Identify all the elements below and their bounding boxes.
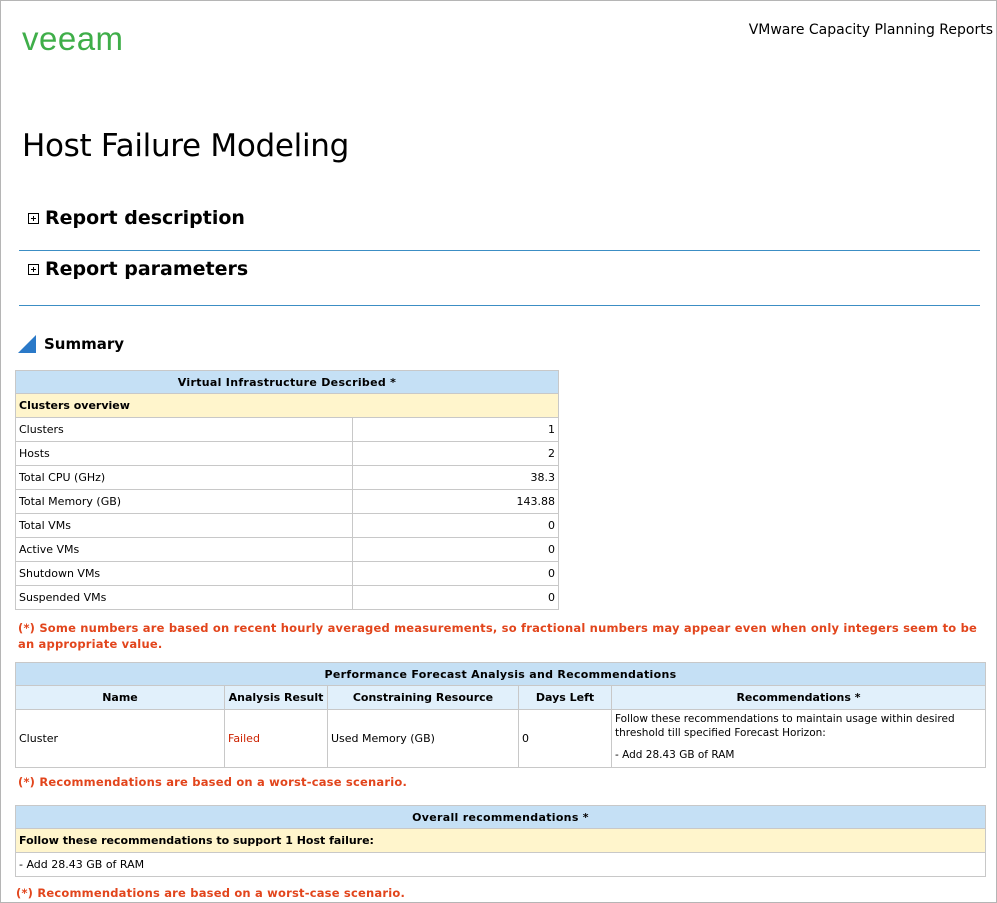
- table-subheader: Clusters overview: [16, 394, 559, 418]
- expand-icon: [28, 213, 39, 224]
- section-label: Report parameters: [45, 258, 249, 280]
- cell-resource: Used Memory (GB): [328, 710, 519, 768]
- row-label: Suspended VMs: [16, 586, 353, 610]
- column-header: Recommendations *: [612, 686, 986, 710]
- table-subheader: Follow these recommendations to support 1 Host failure:: [16, 829, 986, 853]
- row-value: 143.88: [353, 490, 559, 514]
- column-header: Days Left: [519, 686, 612, 710]
- row-label: Total Memory (GB): [16, 490, 353, 514]
- divider: [19, 250, 980, 251]
- veeam-logo: veeam: [22, 20, 124, 57]
- table-title: Performance Forecast Analysis and Recommendations: [16, 663, 986, 686]
- expand-icon: [28, 264, 39, 275]
- row-value: 38.3: [353, 466, 559, 490]
- table-row: [16, 418, 559, 442]
- row-value: 0: [353, 538, 559, 562]
- table-row: [16, 442, 559, 466]
- summary-heading: [18, 335, 124, 353]
- summary-label: Summary: [44, 335, 125, 353]
- footnote-worst-case-2: (*) Recommendations are based on a worst-case scenario.: [16, 886, 406, 900]
- table-row: [16, 586, 559, 610]
- column-header: Name: [16, 686, 225, 710]
- table-row: [16, 466, 559, 490]
- column-header: Constraining Resource: [328, 686, 519, 710]
- cell-result: Failed: [225, 710, 328, 768]
- recommendation-item: - Add 28.43 GB of RAM: [615, 749, 735, 761]
- cell-name: Cluster: [16, 710, 225, 768]
- row-label: Active VMs: [16, 538, 353, 562]
- report-description-toggle[interactable]: [28, 207, 245, 229]
- table-row: [16, 710, 986, 768]
- forecast-table: [15, 662, 986, 768]
- row-label: Total CPU (GHz): [16, 466, 353, 490]
- table-title: Overall recommendations *: [16, 806, 986, 829]
- cell-recommendations: [612, 710, 986, 768]
- divider: [19, 305, 980, 306]
- row-value: 0: [353, 514, 559, 538]
- page-title: Host Failure Modeling: [22, 128, 349, 164]
- row-label: Total VMs: [16, 514, 353, 538]
- table-row: [16, 853, 986, 877]
- row-label: Hosts: [16, 442, 353, 466]
- infrastructure-table: [15, 370, 559, 610]
- recommendation-text: Follow these recommendations to maintain usage within desired threshold till specified Forecast Horizon:: [615, 713, 955, 739]
- row-value: 0: [353, 562, 559, 586]
- triangle-icon: [18, 335, 36, 353]
- footnote-worst-case: (*) Recommendations are based on a worst-case scenario.: [18, 775, 408, 789]
- footnote-measurements: (*) Some numbers are based on recent hourly averaged measurements, so fractional numbers may appear even when only integers seem to be an appropriate value.: [18, 621, 978, 651]
- row-value: 0: [353, 586, 559, 610]
- table-row: [16, 538, 559, 562]
- table-row: [16, 562, 559, 586]
- table-title: Virtual Infrastructure Described *: [16, 371, 559, 394]
- row-label: Clusters: [16, 418, 353, 442]
- table-row: [16, 490, 559, 514]
- table-row: [16, 514, 559, 538]
- row-value: 2: [353, 442, 559, 466]
- section-label: Report description: [45, 207, 245, 229]
- report-parameters-toggle[interactable]: [28, 258, 248, 280]
- cell-days-left: 0: [519, 710, 612, 768]
- row-label: Shutdown VMs: [16, 562, 353, 586]
- overall-recommendations-table: [15, 805, 986, 877]
- product-title: VMware Capacity Planning Reports: [748, 22, 993, 38]
- row-value: 1: [353, 418, 559, 442]
- recommendation-item: - Add 28.43 GB of RAM: [16, 853, 986, 877]
- column-header: Analysis Result: [225, 686, 328, 710]
